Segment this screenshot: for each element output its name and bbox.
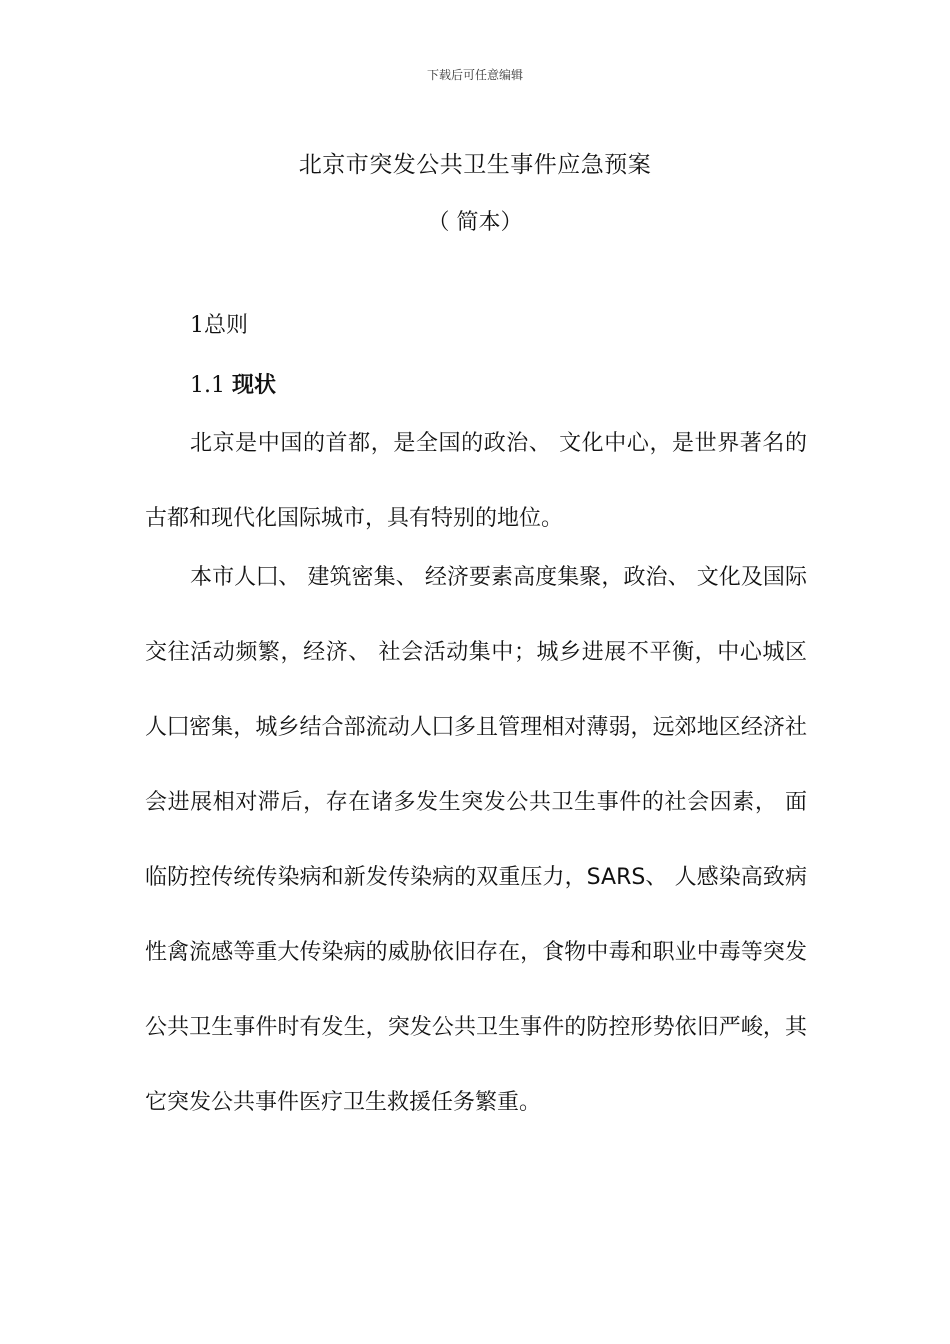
paragraph-2: 本市人囗、 建筑密集、 经济要素高度集聚，政治、 文化及国际交往活动频繁，经济、 社会活动集中；城乡进展不平衡，中心城区人囗密集，城乡结合部流动人囗多且管理相对薄弱，远郊地区经济社会进展相对滞后，存在诸多发生突发公共卫生事件的社会因素， 面临防控传统传染病和新发传染病的双重压力，SARS、 人感染高致病性禽流感等重大传染病的威胁依旧存在，食物中毒和职业中毒等突发公共卫生事件时有发生，突发公共卫生事件的防控形势依旧严峻，其它突发公共事件医疗卫生救援任务繁重。 bbox=[145, 565, 807, 1115]
paragraph-1: 北京是中国的首都，是全国的政治、 文化中心，是世界著名的古都和现代化国际城市，具有特别的地位。 bbox=[145, 431, 807, 531]
document-title: 北京市突发公共卫生事件应急预案 bbox=[298, 152, 652, 178]
section-heading-1-1 bbox=[190, 368, 276, 399]
section-label: 总则 bbox=[204, 313, 249, 338]
subsection-number: 1.1 bbox=[190, 373, 225, 398]
header-note: 下载后可任意编辑 bbox=[426, 68, 523, 82]
section-number: 1 bbox=[190, 313, 204, 338]
subsection-label: 现状 bbox=[232, 373, 277, 398]
document-subtitle: （ 简本） bbox=[427, 210, 523, 235]
section-heading-1 bbox=[190, 308, 248, 339]
